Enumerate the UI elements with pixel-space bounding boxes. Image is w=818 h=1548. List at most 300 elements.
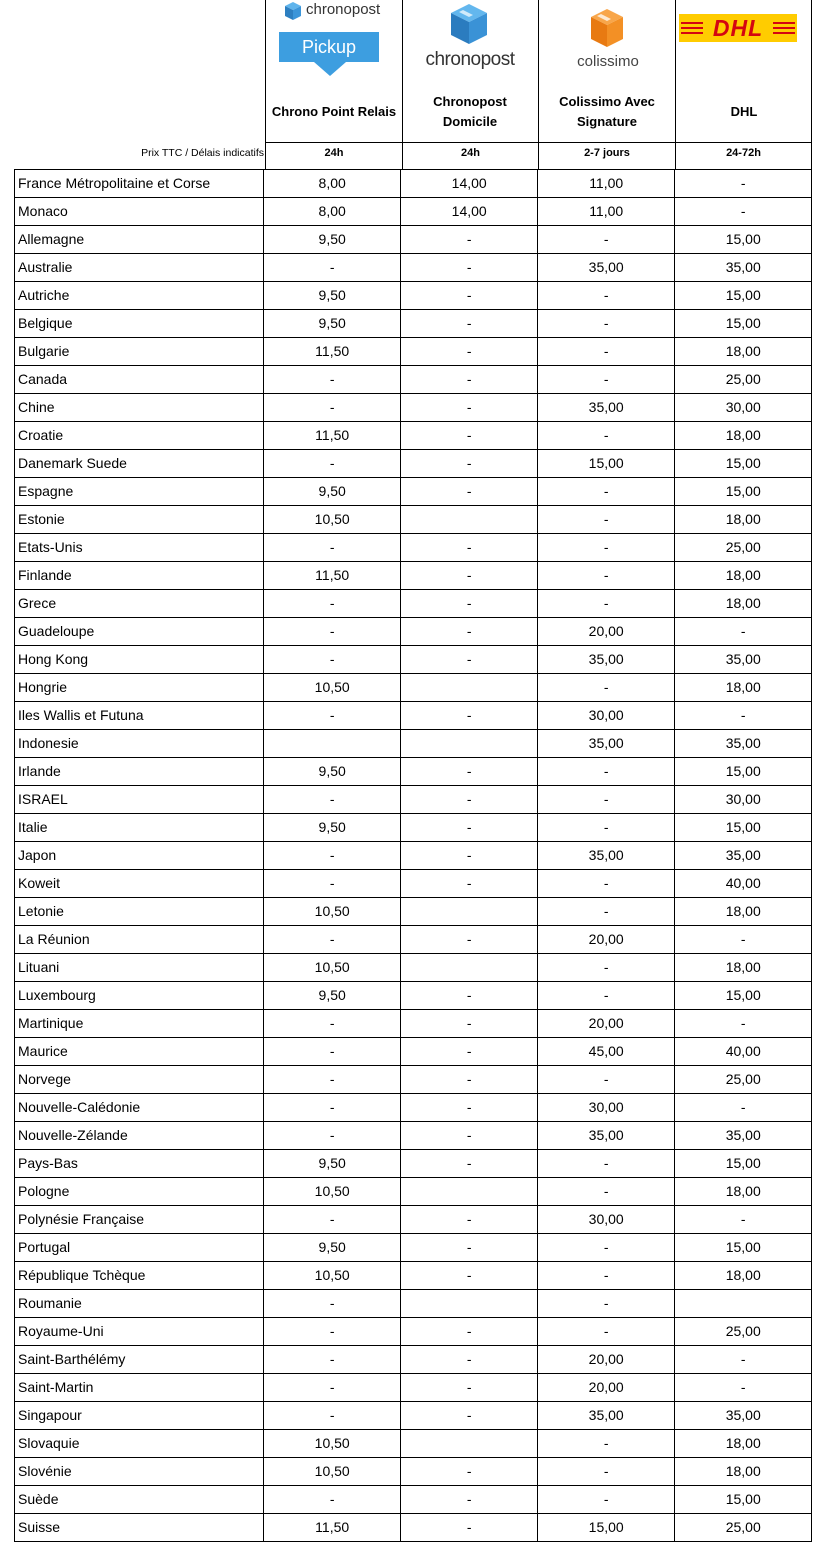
price-cell: - xyxy=(401,786,538,814)
price-cell: - xyxy=(263,1038,401,1066)
price-cell: - xyxy=(537,1486,675,1514)
price-cell xyxy=(401,898,538,926)
country-cell: Pologne xyxy=(15,1178,264,1206)
price-cell: - xyxy=(537,338,675,366)
price-cell: - xyxy=(675,702,812,730)
country-cell: Autriche xyxy=(15,282,264,310)
header-divider xyxy=(811,0,812,170)
price-cell: - xyxy=(263,1094,401,1122)
table-row xyxy=(15,506,812,534)
price-cell: - xyxy=(537,422,675,450)
carrier-name: DHL xyxy=(730,104,758,119)
price-cell: - xyxy=(401,590,538,618)
price-cell: - xyxy=(675,1094,812,1122)
price-cell: - xyxy=(401,982,538,1010)
country-cell: Iles Wallis et Futuna xyxy=(15,702,264,730)
table-row xyxy=(15,1010,812,1038)
price-cell: - xyxy=(537,534,675,562)
country-cell: Slovénie xyxy=(15,1458,264,1486)
price-cell: 15,00 xyxy=(537,450,675,478)
price-cell: 8,00 xyxy=(263,170,401,198)
price-cell: - xyxy=(263,1318,401,1346)
price-cell: 35,00 xyxy=(675,1122,812,1150)
price-cell: 11,50 xyxy=(263,338,401,366)
price-cell: 15,00 xyxy=(675,758,812,786)
country-cell: Royaume-Uni xyxy=(15,1318,264,1346)
price-cell: - xyxy=(401,310,538,338)
price-cell: 35,00 xyxy=(537,1402,675,1430)
country-cell: France Métropolitaine et Corse xyxy=(15,170,264,198)
price-cell: - xyxy=(263,534,401,562)
country-cell: Saint-Barthélémy xyxy=(15,1346,264,1374)
country-cell: Pays-Bas xyxy=(15,1150,264,1178)
price-cell xyxy=(401,954,538,982)
pickup-logo: Pickup xyxy=(279,32,379,62)
price-cell: 10,50 xyxy=(263,506,401,534)
price-cell: 25,00 xyxy=(675,534,812,562)
price-cell: - xyxy=(537,1234,675,1262)
country-cell: Letonie xyxy=(15,898,264,926)
price-cell: - xyxy=(263,618,401,646)
chronopost-cube-icon xyxy=(284,1,302,21)
carrier-delay: 2-7 jours xyxy=(584,147,630,159)
price-cell: - xyxy=(401,1318,538,1346)
dhl-logo-text: DHL xyxy=(712,15,764,41)
table-row xyxy=(15,534,812,562)
price-cell: - xyxy=(401,1402,538,1430)
price-cell: 15,00 xyxy=(675,310,812,338)
price-cell: 11,50 xyxy=(263,562,401,590)
table-row xyxy=(15,898,812,926)
country-cell: Espagne xyxy=(15,478,264,506)
table-row xyxy=(15,1178,812,1206)
table-row xyxy=(15,814,812,842)
price-cell: 35,00 xyxy=(675,254,812,282)
table-row xyxy=(15,1262,812,1290)
shipping-rates-table xyxy=(14,169,812,1542)
price-cell: 11,00 xyxy=(537,198,675,226)
price-cell: 18,00 xyxy=(675,562,812,590)
price-cell: 9,50 xyxy=(263,226,401,254)
table-row xyxy=(15,422,812,450)
price-cell: - xyxy=(401,1206,538,1234)
country-cell: Bulgarie xyxy=(15,338,264,366)
price-cell: - xyxy=(401,1234,538,1262)
table-row xyxy=(15,1374,812,1402)
price-cell: - xyxy=(263,394,401,422)
price-cell: - xyxy=(675,1346,812,1374)
table-row xyxy=(15,1514,812,1542)
price-cell: - xyxy=(537,590,675,618)
price-cell: - xyxy=(263,1010,401,1038)
carrier-name: Colissimo Avec Signature xyxy=(559,94,655,129)
table-row xyxy=(15,730,812,758)
table-header xyxy=(0,0,818,170)
price-cell: 20,00 xyxy=(537,1346,675,1374)
country-cell: Martinique xyxy=(15,1010,264,1038)
price-cell: 11,50 xyxy=(263,422,401,450)
carrier-delay: 24h xyxy=(461,147,480,159)
price-cell: 10,50 xyxy=(263,1178,401,1206)
price-cell: - xyxy=(537,954,675,982)
table-row xyxy=(15,1430,812,1458)
country-cell: Slovaquie xyxy=(15,1430,264,1458)
price-cell: 11,00 xyxy=(537,170,675,198)
price-cell: 35,00 xyxy=(537,730,675,758)
table-row xyxy=(15,702,812,730)
price-cell: - xyxy=(401,282,538,310)
price-cell: 30,00 xyxy=(537,702,675,730)
price-cell: - xyxy=(263,450,401,478)
price-cell: - xyxy=(401,1262,538,1290)
price-cell: 10,50 xyxy=(263,954,401,982)
price-cell: - xyxy=(401,422,538,450)
price-cell: 35,00 xyxy=(675,730,812,758)
country-cell: Monaco xyxy=(15,198,264,226)
country-cell: Hong Kong xyxy=(15,646,264,674)
country-cell: Saint-Martin xyxy=(15,1374,264,1402)
price-cell: - xyxy=(401,1066,538,1094)
table-row xyxy=(15,1094,812,1122)
table-row xyxy=(15,170,812,198)
price-cell: - xyxy=(401,1374,538,1402)
price-cell: 15,00 xyxy=(675,478,812,506)
price-cell: 35,00 xyxy=(537,394,675,422)
price-cell: 18,00 xyxy=(675,506,812,534)
price-cell: 15,00 xyxy=(675,982,812,1010)
price-cell: 25,00 xyxy=(675,1514,812,1542)
table-row xyxy=(15,646,812,674)
table-row xyxy=(15,478,812,506)
country-cell: Luxembourg xyxy=(15,982,264,1010)
price-cell xyxy=(401,674,538,702)
country-cell: Portugal xyxy=(15,1234,264,1262)
price-cell: 10,50 xyxy=(263,1262,401,1290)
price-cell: - xyxy=(263,646,401,674)
price-cell: - xyxy=(401,926,538,954)
price-cell: - xyxy=(401,1094,538,1122)
table-row xyxy=(15,954,812,982)
country-cell: Guadeloupe xyxy=(15,618,264,646)
country-cell: Indonesie xyxy=(15,730,264,758)
price-cell: 18,00 xyxy=(675,1430,812,1458)
country-cell: Maurice xyxy=(15,1038,264,1066)
price-cell: - xyxy=(675,926,812,954)
price-cell: - xyxy=(263,1402,401,1430)
price-cell xyxy=(401,1178,538,1206)
price-cell: 35,00 xyxy=(537,842,675,870)
carrier-delay: 24-72h xyxy=(726,147,761,159)
price-cell: - xyxy=(537,898,675,926)
table-row xyxy=(15,282,812,310)
country-cell: Finlande xyxy=(15,562,264,590)
price-cell: 25,00 xyxy=(675,366,812,394)
price-cell: - xyxy=(401,758,538,786)
price-cell: 30,00 xyxy=(675,394,812,422)
country-cell: ISRAEL xyxy=(15,786,264,814)
price-cell: 18,00 xyxy=(675,674,812,702)
price-cell: 15,00 xyxy=(675,1150,812,1178)
price-cell: 18,00 xyxy=(675,590,812,618)
price-cell: - xyxy=(263,926,401,954)
price-cell: 18,00 xyxy=(675,422,812,450)
price-cell: - xyxy=(537,814,675,842)
price-cell: 14,00 xyxy=(401,198,538,226)
price-cell: 15,00 xyxy=(675,450,812,478)
price-cell: - xyxy=(537,1150,675,1178)
price-cell: - xyxy=(675,170,812,198)
table-row xyxy=(15,1066,812,1094)
price-cell: 20,00 xyxy=(537,1010,675,1038)
price-cell: 20,00 xyxy=(537,926,675,954)
price-cell: - xyxy=(263,786,401,814)
table-row xyxy=(15,1458,812,1486)
price-cell: - xyxy=(675,1010,812,1038)
price-cell: - xyxy=(263,590,401,618)
price-cell: - xyxy=(401,1346,538,1374)
country-cell: Nouvelle-Zélande xyxy=(15,1122,264,1150)
country-cell: Belgique xyxy=(15,310,264,338)
country-cell: Chine xyxy=(15,394,264,422)
table-row xyxy=(15,310,812,338)
price-cell: - xyxy=(263,1290,401,1318)
table-row xyxy=(15,1150,812,1178)
price-cell: - xyxy=(401,366,538,394)
price-cell: - xyxy=(263,1346,401,1374)
country-cell: Allemagne xyxy=(15,226,264,254)
country-cell: Suède xyxy=(15,1486,264,1514)
price-cell: - xyxy=(537,1430,675,1458)
table-row xyxy=(15,394,812,422)
price-cell: - xyxy=(537,1290,675,1318)
price-cell: 10,50 xyxy=(263,674,401,702)
table-row xyxy=(15,590,812,618)
chronopost-logo-text: chronopost xyxy=(425,49,515,70)
price-cell: 9,50 xyxy=(263,478,401,506)
table-row xyxy=(15,982,812,1010)
price-cell: 45,00 xyxy=(537,1038,675,1066)
price-cell: 8,00 xyxy=(263,198,401,226)
price-cell: 35,00 xyxy=(537,1122,675,1150)
country-cell: Grece xyxy=(15,590,264,618)
price-cell: 18,00 xyxy=(675,1178,812,1206)
price-cell: - xyxy=(537,1178,675,1206)
price-cell xyxy=(401,506,538,534)
country-cell: Lituani xyxy=(15,954,264,982)
table-row xyxy=(15,1234,812,1262)
price-cell: 20,00 xyxy=(537,1374,675,1402)
price-cell: 9,50 xyxy=(263,282,401,310)
price-cell: - xyxy=(401,646,538,674)
price-cell: 14,00 xyxy=(401,170,538,198)
price-cell: - xyxy=(401,1010,538,1038)
country-cell: Hongrie xyxy=(15,674,264,702)
price-cell: 15,00 xyxy=(675,1234,812,1262)
price-cell xyxy=(401,730,538,758)
country-cell: République Tchèque xyxy=(15,1262,264,1290)
country-cell: Suisse xyxy=(15,1514,264,1542)
price-cell: - xyxy=(537,1458,675,1486)
price-cell: 11,50 xyxy=(263,1514,401,1542)
price-cell: 35,00 xyxy=(675,842,812,870)
rates-table-body xyxy=(15,170,812,1542)
price-cell: - xyxy=(537,366,675,394)
price-cell: - xyxy=(537,506,675,534)
country-cell: Australie xyxy=(15,254,264,282)
price-cell: 18,00 xyxy=(675,1458,812,1486)
price-cell: 30,00 xyxy=(537,1206,675,1234)
price-cell: - xyxy=(401,450,538,478)
price-cell: - xyxy=(401,562,538,590)
table-row xyxy=(15,338,812,366)
table-row xyxy=(15,1038,812,1066)
price-cell: 18,00 xyxy=(675,1262,812,1290)
price-cell: - xyxy=(401,1458,538,1486)
price-cell: - xyxy=(537,982,675,1010)
price-cell xyxy=(401,1430,538,1458)
header-divider xyxy=(265,142,812,143)
price-cell: - xyxy=(401,226,538,254)
price-cell: - xyxy=(675,618,812,646)
table-row xyxy=(15,870,812,898)
country-cell: Nouvelle-Calédonie xyxy=(15,1094,264,1122)
price-cell: - xyxy=(675,198,812,226)
price-cell: - xyxy=(537,870,675,898)
price-cell: 35,00 xyxy=(537,646,675,674)
dhl-logo xyxy=(679,14,797,42)
price-cell: - xyxy=(401,618,538,646)
price-cell: 18,00 xyxy=(675,338,812,366)
price-cell: 15,00 xyxy=(675,226,812,254)
chronopost-small-logo-text: chronopost xyxy=(306,1,381,18)
price-cell: 9,50 xyxy=(263,1150,401,1178)
price-cell: - xyxy=(263,1066,401,1094)
price-cell: - xyxy=(401,1486,538,1514)
price-cell: - xyxy=(263,254,401,282)
colissimo-logo-text: colissimo xyxy=(577,53,639,70)
price-cell xyxy=(401,1290,538,1318)
country-cell: Irlande xyxy=(15,758,264,786)
price-cell: - xyxy=(537,478,675,506)
price-cell: - xyxy=(401,842,538,870)
table-row xyxy=(15,562,812,590)
price-cell: - xyxy=(263,870,401,898)
price-cell: 9,50 xyxy=(263,1234,401,1262)
table-row xyxy=(15,450,812,478)
price-cell: 35,00 xyxy=(675,1402,812,1430)
price-cell: 10,50 xyxy=(263,1458,401,1486)
price-cell: 30,00 xyxy=(537,1094,675,1122)
table-row xyxy=(15,758,812,786)
table-row xyxy=(15,786,812,814)
country-cell: Roumanie xyxy=(15,1290,264,1318)
price-cell: - xyxy=(263,1486,401,1514)
price-cell: - xyxy=(537,674,675,702)
price-cell: 15,00 xyxy=(537,1514,675,1542)
price-cell: - xyxy=(263,1122,401,1150)
price-cell: 15,00 xyxy=(675,1486,812,1514)
price-cell: 9,50 xyxy=(263,814,401,842)
table-row xyxy=(15,1290,812,1318)
country-cell: Danemark Suede xyxy=(15,450,264,478)
price-cell: - xyxy=(401,1122,538,1150)
table-row xyxy=(15,926,812,954)
price-cell: - xyxy=(537,562,675,590)
price-cell: 10,50 xyxy=(263,1430,401,1458)
price-cell xyxy=(263,730,401,758)
price-cell: 9,50 xyxy=(263,982,401,1010)
price-delay-label: Prix TTC / Délais indicatifs xyxy=(141,147,264,159)
price-cell: - xyxy=(537,1318,675,1346)
table-row xyxy=(15,1486,812,1514)
price-cell: - xyxy=(263,842,401,870)
price-cell: - xyxy=(263,702,401,730)
price-cell: 15,00 xyxy=(675,814,812,842)
price-cell: - xyxy=(401,534,538,562)
price-cell: - xyxy=(263,366,401,394)
carrier-delay: 24h xyxy=(324,147,344,159)
carrier-name: Chrono Point Relais xyxy=(271,104,397,119)
price-cell: - xyxy=(401,394,538,422)
price-cell: - xyxy=(537,786,675,814)
country-cell: Koweit xyxy=(15,870,264,898)
table-row xyxy=(15,198,812,226)
table-row xyxy=(15,1206,812,1234)
price-cell: 30,00 xyxy=(675,786,812,814)
price-cell: - xyxy=(263,1374,401,1402)
price-cell: 9,50 xyxy=(263,758,401,786)
price-cell: - xyxy=(537,1066,675,1094)
country-cell: Polynésie Française xyxy=(15,1206,264,1234)
price-cell: - xyxy=(401,814,538,842)
price-cell: - xyxy=(675,1374,812,1402)
carrier-name: Chronopost Domicile xyxy=(433,94,507,129)
country-cell: Canada xyxy=(15,366,264,394)
chronopost-cube-icon xyxy=(449,2,489,46)
price-cell: - xyxy=(537,226,675,254)
pickup-arrow-icon xyxy=(314,62,346,76)
price-cell xyxy=(675,1290,812,1318)
table-row xyxy=(15,226,812,254)
country-cell: Singapour xyxy=(15,1402,264,1430)
price-cell: - xyxy=(401,1038,538,1066)
price-cell: 40,00 xyxy=(675,1038,812,1066)
price-cell: - xyxy=(537,282,675,310)
table-row xyxy=(15,366,812,394)
country-cell: Estonie xyxy=(15,506,264,534)
price-cell: 25,00 xyxy=(675,1318,812,1346)
price-cell: - xyxy=(537,310,675,338)
price-cell: - xyxy=(537,758,675,786)
price-cell: 15,00 xyxy=(675,282,812,310)
price-cell: - xyxy=(401,870,538,898)
country-cell: Italie xyxy=(15,814,264,842)
price-cell: 40,00 xyxy=(675,870,812,898)
country-cell: Etats-Unis xyxy=(15,534,264,562)
price-cell: - xyxy=(401,702,538,730)
table-row xyxy=(15,618,812,646)
price-cell: - xyxy=(401,478,538,506)
table-row xyxy=(15,1346,812,1374)
price-cell: - xyxy=(401,254,538,282)
colissimo-cube-icon xyxy=(589,7,625,49)
price-cell: 20,00 xyxy=(537,618,675,646)
price-cell: 18,00 xyxy=(675,898,812,926)
country-cell: Norvege xyxy=(15,1066,264,1094)
country-cell: Croatie xyxy=(15,422,264,450)
price-cell: - xyxy=(263,1206,401,1234)
price-cell: 9,50 xyxy=(263,310,401,338)
